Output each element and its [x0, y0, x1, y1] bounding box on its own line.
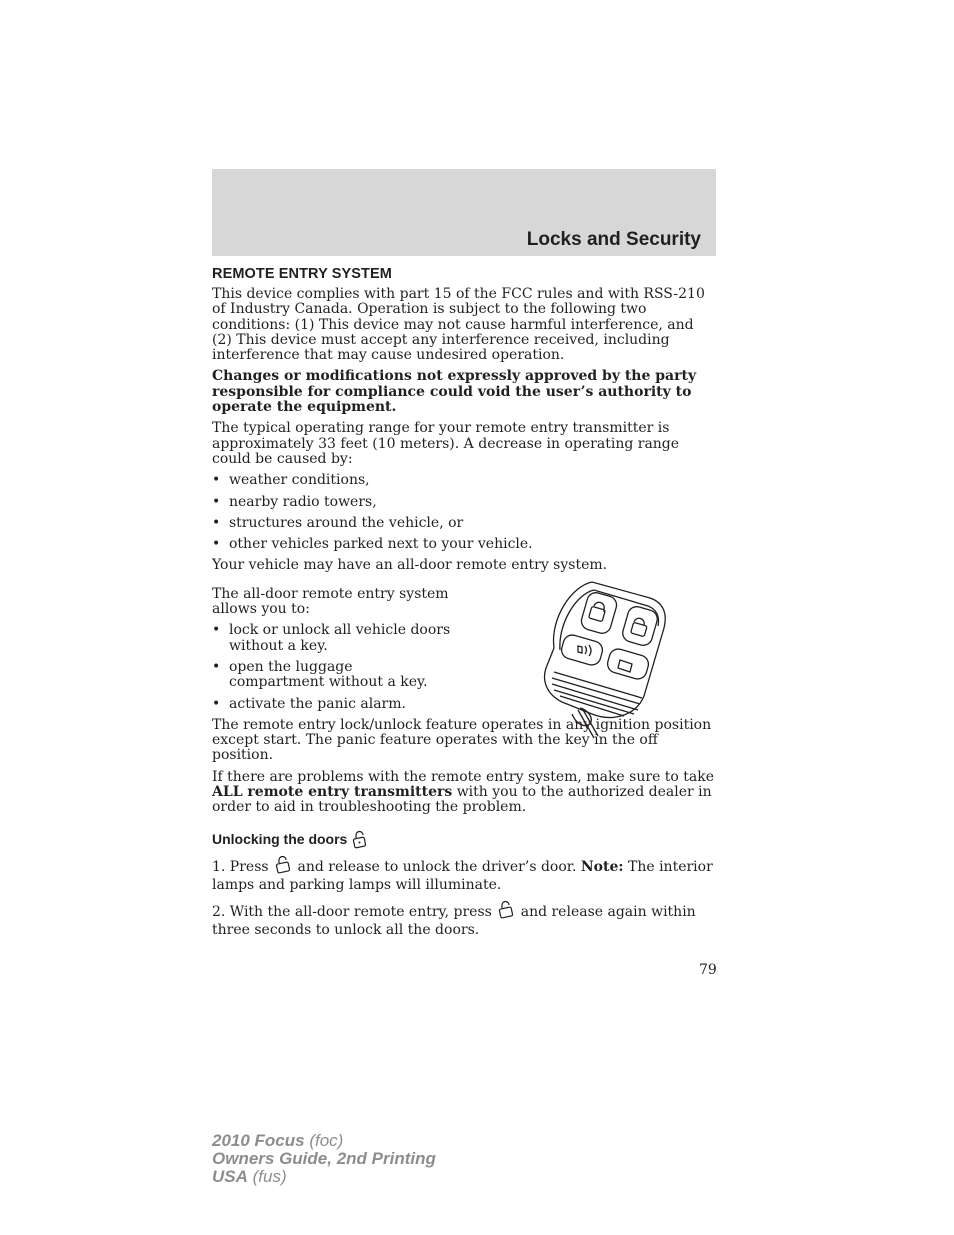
list-item: • activate the panic alarm.	[212, 697, 452, 712]
list-item: • other vehicles parked next to your vehicle.	[212, 537, 716, 552]
allows-intro: The all-door remote entry system allows you to:	[212, 585, 449, 618]
footer	[212, 1132, 436, 1186]
list-item: • open the luggage compartment without a key.	[212, 660, 452, 691]
unlock-icon	[496, 900, 516, 919]
fcc-paragraph: This device complies with part 15 of the FCC rules and with RSS-210 of Industry Canada. Operation is subject to the following two conditions: (1) This device may not cause harmful interference, and (2) This device must accept any interference received, including interference that may cause undesired operation.	[212, 286, 705, 364]
ignition-paragraph: The remote entry lock/unlock feature operates in any ignition position except start. The panic feature operates with the key in the off position.	[212, 716, 712, 764]
list-item: • nearby radio towers,	[212, 495, 716, 510]
remote-fob-illustration	[532, 578, 677, 743]
step1-paragraph: 1. Press and release to unlock the driver’s door. Note: The interior lamps and parking lamps will illuminate.	[212, 855, 716, 894]
step2-paragraph: 2. With the all-door remote entry, press and release again within three seconds to unlock all the doors.	[212, 900, 716, 939]
unlock-icon	[273, 855, 293, 874]
key-fob-icon	[532, 578, 677, 743]
subsection-heading: Unlocking the doors	[212, 830, 716, 849]
list-item: • structures around the vehicle, or	[212, 516, 716, 531]
footer-line-1: 2010 Focus (foc)	[212, 1131, 344, 1150]
footer-line-3: USA (fus)	[212, 1167, 287, 1186]
list-item: • lock or unlock all vehicle doors without a key.	[212, 623, 452, 654]
main-content	[212, 266, 716, 945]
footer-line-2: Owners Guide, 2nd Printing	[212, 1149, 436, 1168]
page-number: 79	[699, 962, 717, 978]
range-list	[212, 473, 716, 552]
allows-list	[212, 623, 452, 711]
header-band	[212, 169, 716, 256]
section-heading: REMOTE ENTRY SYSTEM	[212, 266, 392, 282]
warning-paragraph: Changes or modifications not expressly approved by the party responsible for compliance could void the user’s authority to operate the equipment.	[212, 368, 697, 416]
page-section-title: Locks and Security	[526, 229, 701, 250]
all-door-note: Your vehicle may have an all-door remote entry system.	[212, 557, 608, 574]
list-item: • weather conditions,	[212, 473, 716, 488]
unlock-icon	[351, 830, 369, 849]
problems-paragraph: If there are problems with the remote entry system, make sure to take ALL remote entry transmitters with you to the authorized dealer in order to aid in troubleshooting the problem.	[212, 768, 715, 816]
range-paragraph: The typical operating range for your remote entry transmitter is approximately 33 feet (10 meters). A decrease in operating range could be caused by:	[212, 420, 680, 467]
